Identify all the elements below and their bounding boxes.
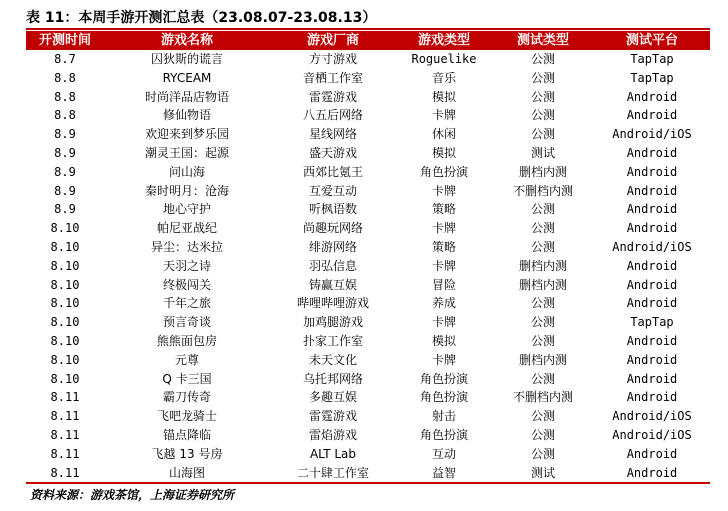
table-header <box>26 31 710 50</box>
table-cell: 卡牌 <box>431 315 456 330</box>
table-cell: 雷霆游戏 <box>308 89 357 104</box>
table-cell: 公测 <box>530 202 555 217</box>
table-row <box>26 163 710 182</box>
table-cell: 8.10 <box>50 239 80 254</box>
table-cell: 霸刀传奇 <box>162 390 211 405</box>
table-cell: 方寸游戏 <box>308 52 357 66</box>
table-cell: 8.9 <box>54 202 76 217</box>
table-cell: 测试 <box>492 464 594 484</box>
table-cell: Android/iOS <box>612 127 692 142</box>
header-row <box>26 31 710 50</box>
table-cell: 公测 <box>530 108 555 123</box>
table-row <box>26 407 710 426</box>
table-row <box>26 464 710 484</box>
table-cell: 八五后网络 <box>302 108 363 123</box>
table-cell: 预言奇谈 <box>162 315 211 330</box>
table-cell: Android <box>626 352 678 367</box>
table-cell: 策略 <box>431 202 456 217</box>
table-row <box>26 50 710 69</box>
table-cell: Android <box>626 258 678 273</box>
table-cell: 绯游网络 <box>308 239 357 254</box>
table-cell: 8.9 <box>54 183 76 198</box>
table-cell: 8.9 <box>54 145 76 160</box>
table-cell: 千年之旅 <box>162 296 211 311</box>
table-cell: 雷霆游戏 <box>308 409 357 424</box>
table-cell: Android/iOS <box>612 239 692 254</box>
table-cell: Android <box>626 221 678 236</box>
table-cell: 欢迎来到梦乐园 <box>144 127 229 142</box>
table-cell: 策略 <box>431 239 456 254</box>
table-cell: 互动 <box>431 446 456 461</box>
table-row <box>26 219 710 238</box>
table-cell: 卡牌 <box>431 108 456 123</box>
table-cell: 8.10 <box>50 333 80 348</box>
table-cell: Roguelike <box>411 52 477 66</box>
table-cell: 8.10 <box>50 371 80 386</box>
table-cell: 星线网络 <box>308 127 357 142</box>
table-row <box>26 426 710 445</box>
table-cell: 模拟 <box>431 145 456 160</box>
table-cell: 潮灵王国：起源 <box>144 145 229 160</box>
table-cell: 不删档内测 <box>512 390 573 405</box>
table-cell: 8.10 <box>50 296 80 311</box>
column-header: 测试平台 <box>594 31 710 50</box>
table-cell: 测试 <box>530 145 555 160</box>
table-cell: 锚点降临 <box>162 427 211 442</box>
column-header: 游戏名称 <box>104 31 270 50</box>
table-cell: 异尘：达米拉 <box>150 239 223 254</box>
table-cell: 公测 <box>530 296 555 311</box>
table-row <box>26 238 710 257</box>
column-header: 游戏类型 <box>396 31 492 50</box>
table-row <box>26 200 710 219</box>
table-cell: 角色扮演 <box>419 427 468 442</box>
table-row <box>26 313 710 332</box>
table-cell: 公测 <box>530 427 555 442</box>
table-cell: 多趣互娱 <box>308 390 357 405</box>
table-cell: 8.11 <box>50 446 80 461</box>
table-cell: 8.10 <box>50 221 80 236</box>
table-cell: 尚趣玩网络 <box>302 221 363 236</box>
table-cell: 终极闯关 <box>162 277 211 292</box>
table-cell: 删档内测 <box>518 277 567 292</box>
table-cell: Android <box>594 464 710 484</box>
table-cell: 互爱互动 <box>308 183 357 198</box>
table-cell: 公测 <box>530 221 555 236</box>
table-row <box>26 257 710 276</box>
table-cell: 益智 <box>396 464 492 484</box>
table-cell: 音栖工作室 <box>302 70 363 85</box>
table-cell: Android <box>626 108 678 123</box>
table-cell: 卡牌 <box>431 221 456 236</box>
table-cell: 囚狄斯的谎言 <box>150 52 223 66</box>
table-cell: 二十肆工作室 <box>270 464 396 484</box>
table-cell: 雷焰游戏 <box>308 427 357 442</box>
table-cell: 哔哩哔哩游戏 <box>296 296 369 311</box>
test-schedule-table <box>26 31 710 484</box>
table-cell: 8.7 <box>54 52 76 66</box>
table-cell: 公测 <box>530 239 555 254</box>
table-title: 表 11：本周手游开测汇总表（23.08.07-23.08.13） <box>26 10 377 26</box>
table-cell: 8.10 <box>50 315 80 330</box>
table-cell: Android <box>626 164 678 179</box>
table-cell: 卡牌 <box>431 258 456 273</box>
table-row <box>26 294 710 313</box>
table-cell: 8.11 <box>50 409 80 424</box>
table-cell: 8.10 <box>50 258 80 273</box>
table-cell: RYCEAM <box>162 70 212 85</box>
table-cell: 删档内测 <box>518 164 567 179</box>
table-cell: 羽弘信息 <box>308 258 357 273</box>
table-cell: Android <box>626 183 678 198</box>
table-cell: 8.8 <box>54 89 76 104</box>
table-row <box>26 445 710 464</box>
table-cell: Android/iOS <box>612 427 692 442</box>
table-cell: Android <box>626 277 678 292</box>
table-cell: Q 卡三国 <box>162 371 212 386</box>
table-cell: 飞越 13 号房 <box>151 446 223 461</box>
table-cell: ALT Lab <box>309 446 357 461</box>
table-cell: 公测 <box>530 446 555 461</box>
table-cell: 模拟 <box>431 333 456 348</box>
table-cell: 8.8 <box>54 108 76 123</box>
table-cell: 时尚洋品店物语 <box>144 89 229 104</box>
table-cell: 删档内测 <box>518 258 567 273</box>
table-cell: 飞吧龙骑士 <box>156 409 217 424</box>
column-header: 开测时间 <box>26 31 104 50</box>
table-cell: 公测 <box>530 89 555 104</box>
table-cell: 西郊比氪王 <box>302 164 363 179</box>
table-cell: 角色扮演 <box>419 164 468 179</box>
table-row <box>26 125 710 144</box>
table-cell: 模拟 <box>431 89 456 104</box>
table-cell: 角色扮演 <box>419 371 468 386</box>
table-cell: 未天文化 <box>308 352 357 367</box>
table-cell: 8.11 <box>50 427 80 442</box>
table-cell: Android <box>626 390 678 405</box>
table-row <box>26 182 710 201</box>
table-cell: 8.11 <box>26 464 104 484</box>
table-cell: 地心守护 <box>162 202 211 217</box>
table-cell: 公测 <box>530 333 555 348</box>
table-cell: 射击 <box>431 409 456 424</box>
table-cell: 8.8 <box>54 70 76 85</box>
table-cell: 公测 <box>530 70 555 85</box>
table-cell: 熊熊面包房 <box>156 333 217 348</box>
column-header: 游戏厂商 <box>270 31 396 50</box>
table-row <box>26 276 710 295</box>
table-cell: 卡牌 <box>431 183 456 198</box>
table-cell: 元尊 <box>174 352 199 367</box>
table-cell: 加鸡腿游戏 <box>302 315 363 330</box>
table-row <box>26 144 710 163</box>
table-cell: 冒险 <box>431 277 456 292</box>
column-header: 测试类型 <box>492 31 594 50</box>
table-cell: 帕尼亚战纪 <box>156 221 217 236</box>
table-row <box>26 370 710 389</box>
table-cell: 8.10 <box>50 277 80 292</box>
table-cell: 公测 <box>530 315 555 330</box>
table-cell: 听枫语数 <box>308 202 357 217</box>
table-body <box>26 50 710 483</box>
table-cell: 公测 <box>530 409 555 424</box>
table-cell: 删档内测 <box>518 352 567 367</box>
table-cell: 秦时明月：沧海 <box>144 183 229 198</box>
table-cell: Android <box>626 333 678 348</box>
table-cell: Android <box>626 371 678 386</box>
table-cell: Android/iOS <box>612 409 692 424</box>
table-row <box>26 88 710 107</box>
table-cell: Android <box>626 89 678 104</box>
table-cell: TapTap <box>630 315 674 330</box>
table-row <box>26 69 710 88</box>
source-note: 资料来源：游戏茶馆，上海证券研究所 <box>30 488 235 502</box>
table-cell: Android <box>626 202 678 217</box>
table-cell: 扑家工作室 <box>302 333 363 348</box>
table-cell: 8.11 <box>50 390 80 405</box>
table-row <box>26 351 710 370</box>
table-cell: 山海图 <box>104 464 270 484</box>
table-cell: 8.9 <box>54 127 76 142</box>
table-cell: 铸赢互娱 <box>308 277 357 292</box>
table-cell: TapTap <box>630 70 674 85</box>
table-cell: 天羽之诗 <box>162 258 211 273</box>
table-cell: 角色扮演 <box>419 390 468 405</box>
table-cell: 不删档内测 <box>512 183 573 198</box>
table-cell: 音乐 <box>431 70 456 85</box>
table-cell: Android <box>626 296 678 311</box>
table-cell: 养成 <box>431 296 456 311</box>
table-cell: 卡牌 <box>431 352 456 367</box>
table-row <box>26 388 710 407</box>
table-cell: 休闲 <box>431 127 456 142</box>
table-cell: 修仙物语 <box>162 108 211 123</box>
table-cell: Android <box>626 446 678 461</box>
table-row <box>26 332 710 351</box>
table-cell: 公测 <box>530 52 555 66</box>
table-cell: 问山海 <box>168 164 205 179</box>
table-row <box>26 106 710 125</box>
table-cell: 公测 <box>530 371 555 386</box>
title-rule <box>26 28 710 30</box>
table-cell: 公测 <box>530 127 555 142</box>
table-cell: 盛天游戏 <box>308 145 357 160</box>
table-cell: 8.10 <box>50 352 80 367</box>
table-cell: 8.9 <box>54 164 76 179</box>
table-cell: 乌托邦网络 <box>302 371 363 386</box>
table-cell: TapTap <box>630 52 674 66</box>
table-cell: Android <box>626 145 678 160</box>
